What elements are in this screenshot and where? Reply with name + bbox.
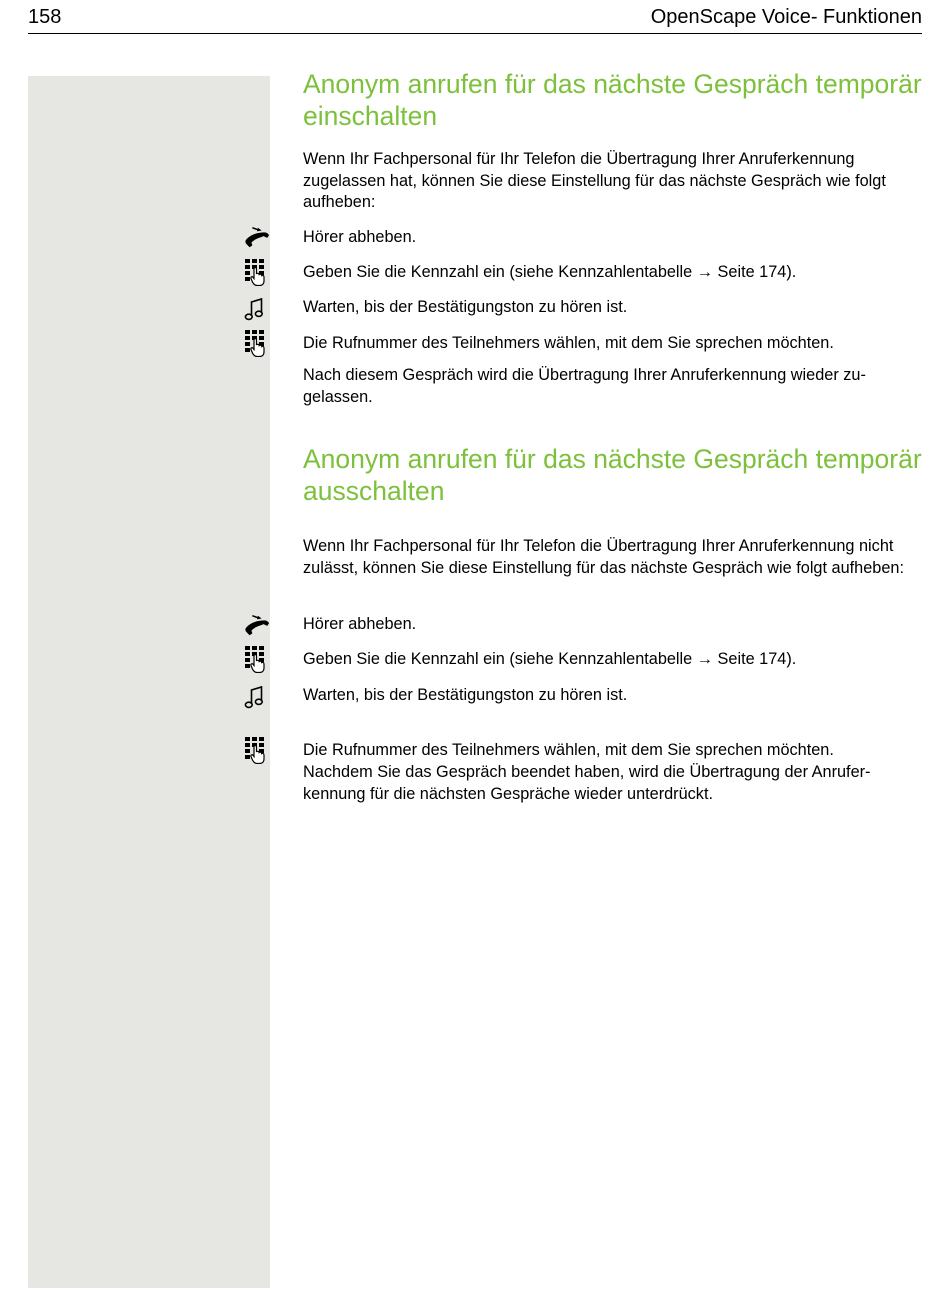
header-rule [28,33,922,34]
section-heading [303,68,933,132]
side-column [28,76,270,1288]
section-heading-line: einschalten [303,101,438,131]
step-text: Die Rufnummer des Teilnehmers wählen, mit dem Sie sprechen möchten. [303,334,834,352]
handset-lift-icon [244,226,270,252]
step-text: Warten, bis der Bestätigungston zu hören ist. [303,298,628,316]
page-number: 158 [28,6,62,28]
music-note-icon [244,297,270,323]
step-text: Geben Sie die Kennzahl ein (siehe Kennzahlentabelle → Seite 174). [303,263,797,281]
page-header-title: OpenScape Voice- Funktionen [650,6,922,28]
note-line: Nach diesem Gespräch wird die Übertragung Ihrer Anruferkennung wieder zu- [303,366,866,384]
keypad-icon [244,329,270,355]
step-text: Hörer abheben. [303,615,417,633]
note-paragraph [303,762,925,805]
section-heading-line: Anonym anrufen für das nächste Gespräch temporär [303,444,922,474]
intro-paragraph: Wenn Ihr Fachpersonal für Ihr Telefon die Übertragung Ihrer Anruferkennung nicht zulässt, können Sie diese Einstellung für das nächste Gespräch wie folgt aufheben: [303,537,904,577]
handset-lift-icon [244,614,270,640]
step-text: Hörer abheben. [303,228,417,246]
section-heading [303,443,933,507]
keypad-icon [244,258,270,284]
step-text: Warten, bis der Bestätigungston zu hören ist. [303,686,628,704]
note-line: gelassen. [303,387,373,406]
step-text: Die Rufnummer des Teilnehmers wählen, mit dem Sie sprechen möchten. [303,741,834,759]
note-line: kennung für die nächsten Gespräche wieder unterdrückt. [303,784,713,803]
intro-paragraph: Wenn Ihr Fachpersonal für Ihr Telefon die Übertragung Ihrer Anruferkennung zugelassen hat, können Sie diese Einstellung für das nächste Gespräch wie folgt aufheben: [303,150,886,211]
section-heading-line: ausschalten [303,476,445,506]
keypad-icon [244,736,270,762]
note-line: Nachdem Sie das Gespräch beendet haben, wird die Übertragung der Anrufer- [303,763,871,781]
music-note-icon [244,685,270,711]
step-text: Geben Sie die Kennzahl ein (siehe Kennzahlentabelle → Seite 174). [303,650,797,668]
section-heading-line: Anonym anrufen für das nächste Gespräch temporär [303,69,922,99]
keypad-icon [244,645,270,671]
note-paragraph [303,365,925,408]
